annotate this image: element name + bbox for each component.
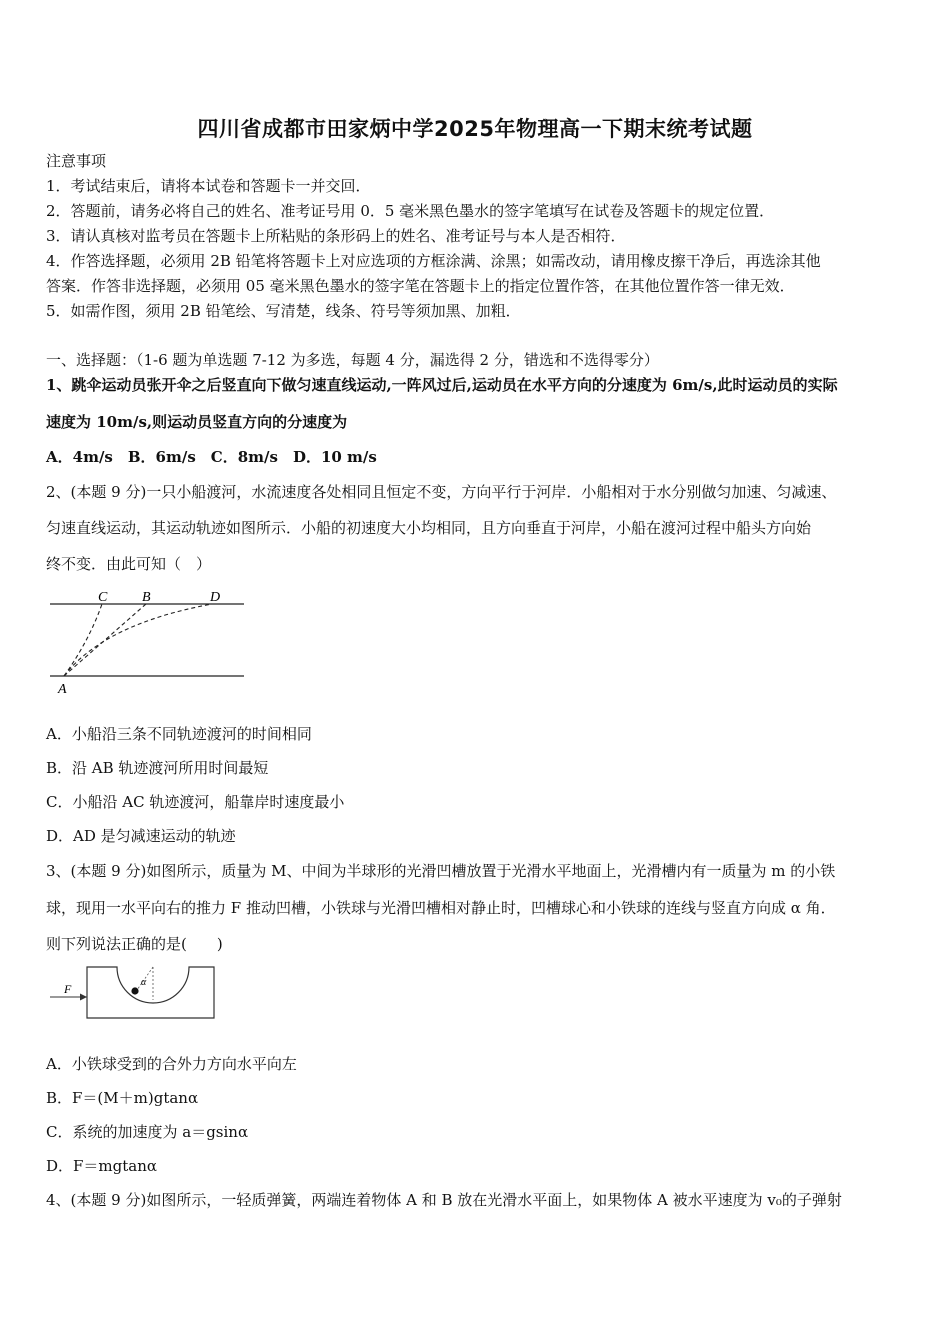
page-title: 四川省成都市田家炳中学2025年物理高一下期末统考试题 <box>197 117 753 141</box>
notice-heading: 注意事项 <box>46 152 107 170</box>
q4-stem-line: 4、(本题 9 分)如图所示，一轻质弹簧，两端连着物体 A 和 B 放在光滑水平面上，如果物体 A 被水平速度为 v₀的子弹射 <box>46 1191 842 1209</box>
groove-figure <box>44 962 220 1024</box>
iron-ball <box>131 987 138 994</box>
notice-item: 3．请认真核对监考员在答题卡上所粘贴的条形码上的姓名、准考证号与本人是否相符． <box>46 227 626 245</box>
q3-stem-line: 3、(本题 9 分)如图所示，质量为 M、中间为半球形的光滑凹槽放置于光滑水平地面上，光滑槽内有一质量为 m 的小铁 <box>46 862 836 880</box>
force-label: F <box>64 982 72 996</box>
label-d: D <box>210 590 221 605</box>
angle-label: α <box>141 977 147 988</box>
q2-option: D．AD 是匀减速运动的轨迹 <box>46 827 236 845</box>
trajectory-ab <box>64 604 146 676</box>
notice-item: 1．考试结束后，请将本试卷和答题卡一并交回． <box>46 177 371 195</box>
notice-item: 2．答题前，请务必将自己的姓名、准考证号用 0．5 毫米黑色墨水的签字笔填写在试卷及答题卡的规定位置． <box>46 202 775 220</box>
q3-option: C．系统的加速度为 a＝gsinα <box>46 1123 249 1141</box>
q2-stem-line: 2、(本题 9 分)一只小船渡河，水流速度各处相同且恒定不变，方向平行于河岸．小船相对于水分别做匀加速、匀减速、 <box>46 483 837 501</box>
q2-stem-line: 匀速直线运动，其运动轨迹如图所示．小船的初速度大小均相同，且方向垂直于河岸，小船在渡河过程中船头方向始 <box>46 519 812 537</box>
q2-option: B．沿 AB 轨迹渡河所用时间最短 <box>46 759 269 777</box>
label-b: B <box>142 590 151 605</box>
q3-stem-line: 球，现用一水平向右的推力 F 推动凹槽，小铁球与光滑凹槽相对静止时，凹槽球心和小铁球的连线与竖直方向成 α 角． <box>46 899 836 917</box>
section-heading: 一、选择题：（1-6 题为单选题 7-12 为多选，每题 4 分，漏选得 2 分，错选和不选得零分） <box>46 351 659 369</box>
q2-stem-line: 终不变．由此可知（ ） <box>46 555 212 573</box>
river-crossing-figure <box>44 586 250 698</box>
label-c: C <box>98 590 108 605</box>
q1-stem-line: 1、跳伞运动员张开伞之后竖直向下做匀速直线运动,一阵风过后,运动员在水平方向的分速度为 6m/s,此时运动员的实际 <box>46 376 838 394</box>
notice-item: 答案．作答非选择题，必须用 05 毫米黑色墨水的签字笔在答题卡上的指定位置作答，在其他位置作答一律无效． <box>46 277 795 295</box>
label-a: A <box>58 682 67 697</box>
notice-item: 4．作答选择题，必须用 2B 铅笔将答题卡上对应选项的方框涂满、涂黑；如需改动，请用橡皮擦干净后，再选涂其他 <box>46 252 821 270</box>
q3-option: B．F＝(M＋m)gtanα <box>46 1089 199 1107</box>
trajectory-ac <box>64 604 102 676</box>
q1-options: A．4m/s B．6m/s C．8m/s D．10 m/s <box>46 448 377 466</box>
q3-stem-line: 则下列说法正确的是( ) <box>46 935 223 953</box>
q2-option: A．小船沿三条不同轨迹渡河的时间相同 <box>46 725 312 743</box>
q2-option: C．小船沿 AC 轨迹渡河，船靠岸时速度最小 <box>46 793 345 811</box>
q3-option: D．F＝mgtanα <box>46 1157 158 1175</box>
q3-option: A．小铁球受到的合外力方向水平向左 <box>46 1055 297 1073</box>
groove-block <box>87 967 214 1018</box>
notice-item: 5．如需作图，须用 2B 铅笔绘、写清楚，线条、符号等须加黑、加粗． <box>46 302 521 320</box>
q1-stem-line: 速度为 10m/s,则运动员竖直方向的分速度为 <box>46 413 348 431</box>
force-arrowhead <box>80 994 87 1001</box>
